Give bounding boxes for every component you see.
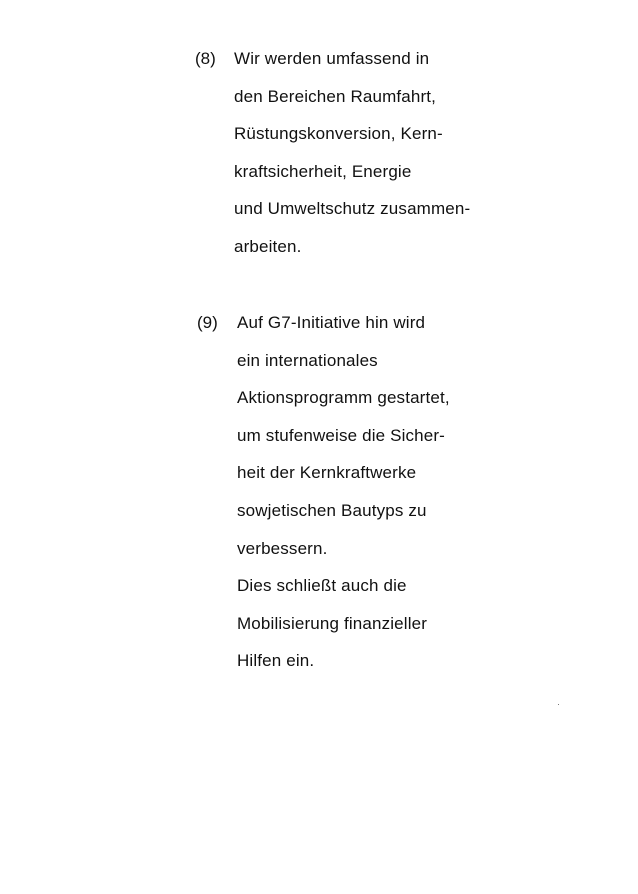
text-line: den Bereichen Raumfahrt,	[234, 86, 437, 106]
paragraph-number: (8)	[195, 49, 216, 68]
text-line: kraftsicherheit, Energie	[234, 161, 412, 181]
text-line: Rüstungskonversion, Kern-	[234, 124, 443, 144]
text-line: Auf G7-Initiative hin wird	[237, 313, 426, 332]
text-line: sowjetischen Bautyps zu	[237, 500, 427, 520]
text-line: ein internationales	[237, 350, 378, 370]
text-line: heit der Kernkraftwerke	[237, 463, 417, 483]
text-line: arbeiten.	[234, 236, 302, 256]
text-line: Dies schließt auch die	[237, 576, 407, 596]
paragraph-body	[237, 313, 450, 689]
text-line: Wir werden umfassend in	[234, 49, 430, 68]
scan-speck	[558, 704, 559, 705]
paragraph-number: (9)	[197, 313, 218, 332]
text-line: Hilfen ein.	[237, 651, 315, 671]
paragraph-body	[234, 49, 470, 275]
text-line: Aktionsprogramm gestartet,	[237, 388, 450, 408]
text-line: verbessern.	[237, 538, 328, 558]
text-line: Mobilisierung finanzieller	[237, 613, 428, 633]
text-line: um stufenweise die Sicher-	[237, 425, 445, 445]
text-line: und Umweltschutz zusammen-	[234, 199, 471, 219]
